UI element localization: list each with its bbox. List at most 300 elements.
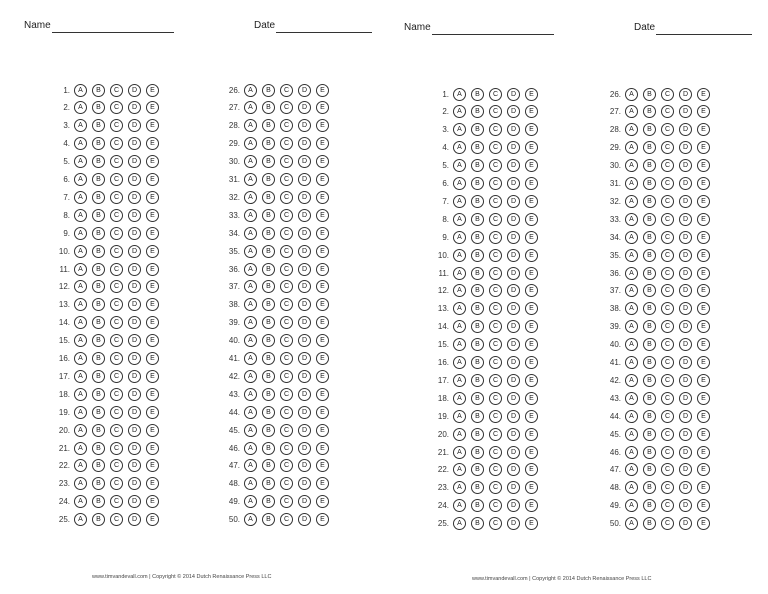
answer-bubble-d[interactable]: D (298, 406, 311, 419)
answer-bubble-c[interactable]: C (110, 173, 123, 186)
answer-bubble-e[interactable]: E (316, 424, 329, 437)
answer-bubble-b[interactable]: B (643, 356, 656, 369)
answer-bubble-d[interactable]: D (507, 356, 520, 369)
answer-bubble-d[interactable]: D (128, 388, 141, 401)
answer-bubble-b[interactable]: B (643, 302, 656, 315)
answer-bubble-e[interactable]: E (146, 191, 159, 204)
answer-bubble-d[interactable]: D (507, 446, 520, 459)
answer-bubble-a[interactable]: A (74, 513, 87, 526)
answer-bubble-d[interactable]: D (679, 356, 692, 369)
answer-bubble-c[interactable]: C (489, 481, 502, 494)
answer-bubble-c[interactable]: C (110, 227, 123, 240)
answer-bubble-c[interactable]: C (489, 267, 502, 280)
answer-bubble-d[interactable]: D (679, 105, 692, 118)
answer-bubble-d[interactable]: D (298, 334, 311, 347)
answer-bubble-b[interactable]: B (471, 231, 484, 244)
answer-bubble-c[interactable]: C (110, 442, 123, 455)
answer-bubble-a[interactable]: A (453, 123, 466, 136)
answer-bubble-b[interactable]: B (471, 463, 484, 476)
answer-bubble-d[interactable]: D (507, 123, 520, 136)
answer-bubble-e[interactable]: E (316, 406, 329, 419)
answer-bubble-b[interactable]: B (92, 209, 105, 222)
answer-bubble-d[interactable]: D (507, 249, 520, 262)
answer-bubble-b[interactable]: B (643, 105, 656, 118)
answer-bubble-a[interactable]: A (74, 370, 87, 383)
answer-bubble-b[interactable]: B (471, 88, 484, 101)
answer-bubble-d[interactable]: D (679, 213, 692, 226)
answer-bubble-d[interactable]: D (507, 177, 520, 190)
answer-bubble-e[interactable]: E (525, 267, 538, 280)
answer-bubble-a[interactable]: A (244, 137, 257, 150)
answer-bubble-c[interactable]: C (280, 316, 293, 329)
answer-bubble-c[interactable]: C (661, 213, 674, 226)
answer-bubble-b[interactable]: B (643, 284, 656, 297)
answer-bubble-d[interactable]: D (679, 320, 692, 333)
answer-bubble-c[interactable]: C (110, 84, 123, 97)
answer-bubble-b[interactable]: B (92, 370, 105, 383)
answer-bubble-b[interactable]: B (92, 406, 105, 419)
answer-bubble-a[interactable]: A (244, 84, 257, 97)
answer-bubble-a[interactable]: A (244, 424, 257, 437)
answer-bubble-c[interactable]: C (489, 195, 502, 208)
answer-bubble-c[interactable]: C (110, 137, 123, 150)
answer-bubble-c[interactable]: C (280, 442, 293, 455)
answer-bubble-e[interactable]: E (525, 410, 538, 423)
answer-bubble-e[interactable]: E (525, 446, 538, 459)
answer-bubble-e[interactable]: E (316, 370, 329, 383)
answer-bubble-a[interactable]: A (625, 410, 638, 423)
answer-bubble-b[interactable]: B (92, 155, 105, 168)
answer-bubble-c[interactable]: C (110, 298, 123, 311)
answer-bubble-b[interactable]: B (643, 159, 656, 172)
answer-bubble-b[interactable]: B (92, 245, 105, 258)
answer-bubble-a[interactable]: A (244, 513, 257, 526)
answer-bubble-c[interactable]: C (110, 316, 123, 329)
answer-bubble-e[interactable]: E (697, 499, 710, 512)
answer-bubble-c[interactable]: C (110, 280, 123, 293)
answer-bubble-c[interactable]: C (661, 88, 674, 101)
answer-bubble-d[interactable]: D (507, 392, 520, 405)
answer-bubble-e[interactable]: E (146, 119, 159, 132)
answer-bubble-b[interactable]: B (643, 517, 656, 530)
answer-bubble-b[interactable]: B (643, 231, 656, 244)
answer-bubble-e[interactable]: E (697, 177, 710, 190)
answer-bubble-c[interactable]: C (489, 463, 502, 476)
answer-bubble-e[interactable]: E (697, 338, 710, 351)
answer-bubble-a[interactable]: A (453, 88, 466, 101)
answer-bubble-d[interactable]: D (507, 499, 520, 512)
answer-bubble-b[interactable]: B (643, 88, 656, 101)
answer-bubble-b[interactable]: B (262, 424, 275, 437)
answer-bubble-d[interactable]: D (298, 263, 311, 276)
answer-bubble-e[interactable]: E (697, 356, 710, 369)
answer-bubble-c[interactable]: C (489, 177, 502, 190)
answer-bubble-b[interactable]: B (262, 388, 275, 401)
answer-bubble-e[interactable]: E (697, 123, 710, 136)
answer-bubble-a[interactable]: A (453, 338, 466, 351)
answer-bubble-c[interactable]: C (489, 213, 502, 226)
answer-bubble-e[interactable]: E (316, 388, 329, 401)
answer-bubble-b[interactable]: B (471, 338, 484, 351)
answer-bubble-c[interactable]: C (661, 195, 674, 208)
answer-bubble-e[interactable]: E (316, 298, 329, 311)
answer-bubble-a[interactable]: A (74, 495, 87, 508)
answer-bubble-c[interactable]: C (661, 141, 674, 154)
answer-bubble-a[interactable]: A (625, 374, 638, 387)
answer-bubble-d[interactable]: D (298, 227, 311, 240)
answer-bubble-e[interactable]: E (146, 388, 159, 401)
name-field[interactable] (52, 32, 174, 33)
answer-bubble-e[interactable]: E (316, 101, 329, 114)
answer-bubble-a[interactable]: A (453, 105, 466, 118)
answer-bubble-b[interactable]: B (471, 481, 484, 494)
answer-bubble-d[interactable]: D (679, 249, 692, 262)
answer-bubble-a[interactable]: A (625, 481, 638, 494)
answer-bubble-e[interactable]: E (697, 302, 710, 315)
answer-bubble-a[interactable]: A (74, 280, 87, 293)
answer-bubble-a[interactable]: A (244, 298, 257, 311)
answer-bubble-b[interactable]: B (643, 320, 656, 333)
answer-bubble-a[interactable]: A (453, 481, 466, 494)
answer-bubble-b[interactable]: B (92, 424, 105, 437)
answer-bubble-c[interactable]: C (280, 245, 293, 258)
answer-bubble-c[interactable]: C (110, 352, 123, 365)
answer-bubble-e[interactable]: E (316, 209, 329, 222)
answer-bubble-d[interactable]: D (298, 280, 311, 293)
answer-bubble-c[interactable]: C (661, 410, 674, 423)
answer-bubble-d[interactable]: D (507, 231, 520, 244)
answer-bubble-e[interactable]: E (525, 481, 538, 494)
answer-bubble-a[interactable]: A (625, 123, 638, 136)
answer-bubble-a[interactable]: A (625, 356, 638, 369)
answer-bubble-c[interactable]: C (110, 495, 123, 508)
answer-bubble-e[interactable]: E (316, 263, 329, 276)
answer-bubble-a[interactable]: A (74, 442, 87, 455)
answer-bubble-e[interactable]: E (146, 352, 159, 365)
answer-bubble-b[interactable]: B (643, 195, 656, 208)
answer-bubble-d[interactable]: D (679, 374, 692, 387)
answer-bubble-b[interactable]: B (262, 352, 275, 365)
answer-bubble-e[interactable]: E (316, 119, 329, 132)
answer-bubble-e[interactable]: E (525, 141, 538, 154)
answer-bubble-c[interactable]: C (280, 352, 293, 365)
answer-bubble-b[interactable]: B (643, 141, 656, 154)
answer-bubble-b[interactable]: B (262, 513, 275, 526)
answer-bubble-b[interactable]: B (471, 249, 484, 262)
answer-bubble-a[interactable]: A (625, 446, 638, 459)
answer-bubble-b[interactable]: B (471, 267, 484, 280)
answer-bubble-c[interactable]: C (489, 123, 502, 136)
answer-bubble-a[interactable]: A (244, 191, 257, 204)
answer-bubble-d[interactable]: D (679, 284, 692, 297)
answer-bubble-b[interactable]: B (262, 191, 275, 204)
answer-bubble-d[interactable]: D (298, 424, 311, 437)
answer-bubble-e[interactable]: E (525, 159, 538, 172)
answer-bubble-a[interactable]: A (244, 352, 257, 365)
answer-bubble-d[interactable]: D (507, 428, 520, 441)
answer-bubble-b[interactable]: B (643, 392, 656, 405)
answer-bubble-e[interactable]: E (146, 227, 159, 240)
answer-bubble-a[interactable]: A (74, 334, 87, 347)
answer-bubble-e[interactable]: E (146, 442, 159, 455)
answer-bubble-c[interactable]: C (661, 517, 674, 530)
answer-bubble-b[interactable]: B (92, 101, 105, 114)
answer-bubble-c[interactable]: C (110, 459, 123, 472)
answer-bubble-c[interactable]: C (280, 209, 293, 222)
answer-bubble-a[interactable]: A (625, 302, 638, 315)
answer-bubble-c[interactable]: C (489, 249, 502, 262)
answer-bubble-c[interactable]: C (280, 424, 293, 437)
answer-bubble-c[interactable]: C (280, 513, 293, 526)
answer-bubble-e[interactable]: E (146, 101, 159, 114)
answer-bubble-a[interactable]: A (74, 101, 87, 114)
answer-bubble-d[interactable]: D (679, 88, 692, 101)
answer-bubble-d[interactable]: D (128, 119, 141, 132)
answer-bubble-a[interactable]: A (625, 463, 638, 476)
answer-bubble-c[interactable]: C (280, 298, 293, 311)
answer-bubble-c[interactable]: C (661, 284, 674, 297)
answer-bubble-b[interactable]: B (471, 159, 484, 172)
answer-bubble-d[interactable]: D (298, 137, 311, 150)
answer-bubble-b[interactable]: B (471, 123, 484, 136)
answer-bubble-d[interactable]: D (298, 513, 311, 526)
answer-bubble-a[interactable]: A (74, 245, 87, 258)
answer-bubble-d[interactable]: D (507, 517, 520, 530)
answer-bubble-e[interactable]: E (697, 231, 710, 244)
answer-bubble-c[interactable]: C (110, 119, 123, 132)
answer-bubble-d[interactable]: D (298, 173, 311, 186)
answer-bubble-c[interactable]: C (489, 88, 502, 101)
answer-bubble-a[interactable]: A (625, 499, 638, 512)
answer-bubble-c[interactable]: C (110, 370, 123, 383)
answer-bubble-b[interactable]: B (262, 477, 275, 490)
answer-bubble-e[interactable]: E (525, 517, 538, 530)
answer-bubble-a[interactable]: A (625, 177, 638, 190)
answer-bubble-d[interactable]: D (128, 101, 141, 114)
answer-bubble-e[interactable]: E (697, 428, 710, 441)
answer-bubble-e[interactable]: E (146, 280, 159, 293)
answer-bubble-e[interactable]: E (146, 406, 159, 419)
answer-bubble-d[interactable]: D (507, 195, 520, 208)
answer-bubble-d[interactable]: D (507, 267, 520, 280)
answer-bubble-b[interactable]: B (643, 428, 656, 441)
answer-bubble-d[interactable]: D (507, 320, 520, 333)
answer-bubble-b[interactable]: B (262, 316, 275, 329)
answer-bubble-b[interactable]: B (92, 442, 105, 455)
answer-bubble-d[interactable]: D (128, 459, 141, 472)
answer-bubble-a[interactable]: A (244, 334, 257, 347)
answer-bubble-b[interactable]: B (471, 428, 484, 441)
answer-bubble-d[interactable]: D (679, 159, 692, 172)
answer-bubble-b[interactable]: B (643, 213, 656, 226)
answer-bubble-c[interactable]: C (280, 119, 293, 132)
answer-bubble-d[interactable]: D (128, 406, 141, 419)
answer-bubble-b[interactable]: B (92, 495, 105, 508)
answer-bubble-d[interactable]: D (679, 267, 692, 280)
answer-bubble-b[interactable]: B (471, 517, 484, 530)
answer-bubble-a[interactable]: A (74, 459, 87, 472)
answer-bubble-e[interactable]: E (525, 88, 538, 101)
answer-bubble-e[interactable]: E (146, 155, 159, 168)
answer-bubble-d[interactable]: D (298, 388, 311, 401)
answer-bubble-b[interactable]: B (471, 374, 484, 387)
answer-bubble-c[interactable]: C (110, 209, 123, 222)
answer-bubble-e[interactable]: E (316, 442, 329, 455)
answer-bubble-c[interactable]: C (489, 320, 502, 333)
answer-bubble-d[interactable]: D (679, 141, 692, 154)
answer-bubble-d[interactable]: D (298, 101, 311, 114)
answer-bubble-b[interactable]: B (92, 334, 105, 347)
answer-bubble-c[interactable]: C (661, 446, 674, 459)
answer-bubble-d[interactable]: D (507, 141, 520, 154)
answer-bubble-b[interactable]: B (262, 298, 275, 311)
answer-bubble-c[interactable]: C (110, 424, 123, 437)
answer-bubble-e[interactable]: E (697, 105, 710, 118)
answer-bubble-b[interactable]: B (471, 356, 484, 369)
answer-bubble-e[interactable]: E (316, 459, 329, 472)
answer-bubble-d[interactable]: D (128, 84, 141, 97)
answer-bubble-b[interactable]: B (262, 137, 275, 150)
answer-bubble-a[interactable]: A (74, 84, 87, 97)
answer-bubble-b[interactable]: B (262, 495, 275, 508)
answer-bubble-e[interactable]: E (316, 84, 329, 97)
answer-bubble-b[interactable]: B (471, 320, 484, 333)
answer-bubble-e[interactable]: E (525, 463, 538, 476)
answer-bubble-c[interactable]: C (280, 155, 293, 168)
answer-bubble-b[interactable]: B (262, 263, 275, 276)
answer-bubble-c[interactable]: C (661, 177, 674, 190)
answer-bubble-a[interactable]: A (453, 446, 466, 459)
answer-bubble-c[interactable]: C (489, 499, 502, 512)
answer-bubble-c[interactable]: C (489, 338, 502, 351)
answer-bubble-b[interactable]: B (92, 352, 105, 365)
answer-bubble-e[interactable]: E (697, 195, 710, 208)
answer-bubble-a[interactable]: A (453, 374, 466, 387)
answer-bubble-d[interactable]: D (679, 428, 692, 441)
answer-bubble-b[interactable]: B (92, 137, 105, 150)
answer-bubble-e[interactable]: E (525, 499, 538, 512)
answer-bubble-b[interactable]: B (643, 249, 656, 262)
answer-bubble-d[interactable]: D (679, 338, 692, 351)
answer-bubble-e[interactable]: E (316, 352, 329, 365)
answer-bubble-c[interactable]: C (489, 392, 502, 405)
answer-bubble-b[interactable]: B (643, 463, 656, 476)
answer-bubble-c[interactable]: C (661, 105, 674, 118)
answer-bubble-c[interactable]: C (110, 513, 123, 526)
answer-bubble-d[interactable]: D (298, 209, 311, 222)
answer-bubble-d[interactable]: D (128, 280, 141, 293)
answer-bubble-d[interactable]: D (128, 424, 141, 437)
answer-bubble-a[interactable]: A (625, 231, 638, 244)
answer-bubble-b[interactable]: B (92, 191, 105, 204)
answer-bubble-a[interactable]: A (74, 424, 87, 437)
answer-bubble-c[interactable]: C (110, 245, 123, 258)
answer-bubble-d[interactable]: D (679, 481, 692, 494)
answer-bubble-a[interactable]: A (625, 105, 638, 118)
answer-bubble-b[interactable]: B (92, 280, 105, 293)
answer-bubble-b[interactable]: B (92, 298, 105, 311)
answer-bubble-d[interactable]: D (128, 316, 141, 329)
answer-bubble-c[interactable]: C (280, 388, 293, 401)
answer-bubble-e[interactable]: E (316, 334, 329, 347)
answer-bubble-a[interactable]: A (453, 141, 466, 154)
answer-bubble-b[interactable]: B (643, 267, 656, 280)
answer-bubble-b[interactable]: B (471, 105, 484, 118)
answer-bubble-c[interactable]: C (661, 463, 674, 476)
answer-bubble-a[interactable]: A (244, 245, 257, 258)
answer-bubble-b[interactable]: B (92, 388, 105, 401)
answer-bubble-d[interactable]: D (298, 442, 311, 455)
answer-bubble-d[interactable]: D (298, 155, 311, 168)
answer-bubble-b[interactable]: B (471, 302, 484, 315)
answer-bubble-b[interactable]: B (262, 173, 275, 186)
answer-bubble-c[interactable]: C (661, 267, 674, 280)
answer-bubble-a[interactable]: A (244, 280, 257, 293)
answer-bubble-a[interactable]: A (453, 356, 466, 369)
answer-bubble-e[interactable]: E (146, 173, 159, 186)
answer-bubble-c[interactable]: C (280, 459, 293, 472)
answer-bubble-b[interactable]: B (471, 195, 484, 208)
answer-bubble-b[interactable]: B (643, 338, 656, 351)
answer-bubble-d[interactable]: D (507, 463, 520, 476)
answer-bubble-c[interactable]: C (280, 334, 293, 347)
answer-bubble-a[interactable]: A (453, 284, 466, 297)
date-field[interactable] (656, 34, 752, 35)
answer-bubble-c[interactable]: C (110, 155, 123, 168)
answer-bubble-d[interactable]: D (128, 298, 141, 311)
answer-bubble-a[interactable]: A (244, 442, 257, 455)
answer-bubble-c[interactable]: C (489, 410, 502, 423)
answer-bubble-c[interactable]: C (280, 280, 293, 293)
answer-bubble-e[interactable]: E (316, 280, 329, 293)
answer-bubble-a[interactable]: A (453, 231, 466, 244)
answer-bubble-c[interactable]: C (661, 249, 674, 262)
answer-bubble-e[interactable]: E (316, 227, 329, 240)
answer-bubble-e[interactable]: E (697, 141, 710, 154)
answer-bubble-a[interactable]: A (244, 209, 257, 222)
answer-bubble-e[interactable]: E (697, 481, 710, 494)
answer-bubble-b[interactable]: B (643, 374, 656, 387)
answer-bubble-a[interactable]: A (453, 267, 466, 280)
answer-bubble-d[interactable]: D (128, 155, 141, 168)
answer-bubble-a[interactable]: A (453, 249, 466, 262)
answer-bubble-b[interactable]: B (262, 406, 275, 419)
answer-bubble-b[interactable]: B (262, 101, 275, 114)
answer-bubble-d[interactable]: D (507, 213, 520, 226)
answer-bubble-e[interactable]: E (316, 477, 329, 490)
answer-bubble-d[interactable]: D (679, 410, 692, 423)
answer-bubble-a[interactable]: A (244, 101, 257, 114)
answer-bubble-a[interactable]: A (453, 410, 466, 423)
answer-bubble-c[interactable]: C (661, 481, 674, 494)
answer-bubble-d[interactable]: D (128, 370, 141, 383)
answer-bubble-c[interactable]: C (661, 159, 674, 172)
answer-bubble-e[interactable]: E (697, 267, 710, 280)
answer-bubble-b[interactable]: B (471, 177, 484, 190)
answer-bubble-b[interactable]: B (262, 209, 275, 222)
answer-bubble-b[interactable]: B (643, 446, 656, 459)
answer-bubble-c[interactable]: C (661, 320, 674, 333)
answer-bubble-b[interactable]: B (262, 227, 275, 240)
answer-bubble-e[interactable]: E (697, 284, 710, 297)
answer-bubble-c[interactable]: C (661, 356, 674, 369)
answer-bubble-a[interactable]: A (453, 463, 466, 476)
answer-bubble-e[interactable]: E (146, 459, 159, 472)
answer-bubble-b[interactable]: B (643, 410, 656, 423)
answer-bubble-d[interactable]: D (298, 477, 311, 490)
answer-bubble-b[interactable]: B (643, 499, 656, 512)
answer-bubble-d[interactable]: D (507, 159, 520, 172)
